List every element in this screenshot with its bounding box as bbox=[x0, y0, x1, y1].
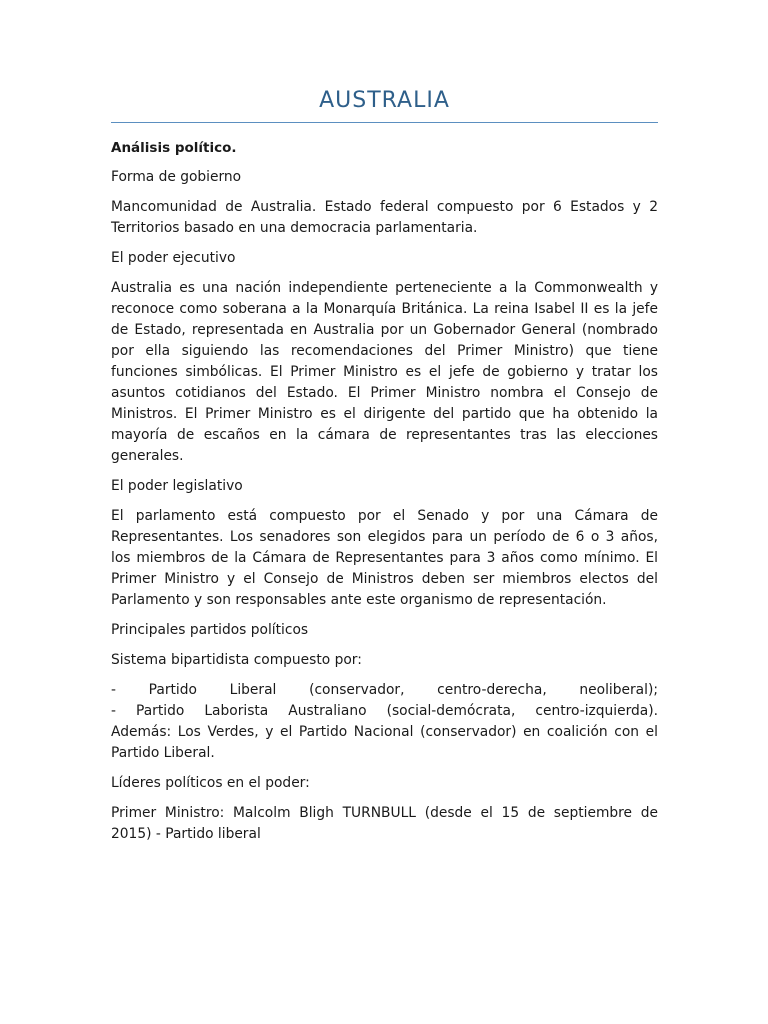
party-item-laborista: - Partido Laborista Australiano (social-demócrata, centro-izquierda). bbox=[111, 703, 658, 719]
party-item-liberal: - Partido Liberal (conservador, centro-derecha, neoliberal); bbox=[111, 682, 658, 698]
party-item-ademas: Además: Los Verdes, y el Partido Nacional (conservador) en coalición con el Partido Liberal. bbox=[111, 724, 658, 761]
document-title: AUSTRALIA bbox=[319, 88, 450, 113]
heading-forma-de-gobierno: Forma de gobierno bbox=[111, 169, 242, 185]
parties-list bbox=[111, 680, 658, 764]
paragraph-forma-de-gobierno: Mancomunidad de Australia. Estado federal compuesto por 6 Estados y 2 Territorios basado en una democracia parlamentaria. bbox=[111, 199, 658, 236]
title-underline-divider bbox=[111, 122, 658, 123]
paragraph-poder-ejecutivo: Australia es una nación independiente perteneciente a la Commonwealth y reconoce como soberana a la Monarquía Británica. La reina Isabel II es la jefe de Estado, representada en Australia por un Gobernador General (nombrado por ella siguiendo las recomendaciones del Primer Ministro) que tiene funciones simbólicas. El Primer Ministro es el jefe de gobierno y tratar los asuntos cotidianos del Estado. El Primer Ministro nombra el Consejo de Ministros. El Primer Ministro es el dirigente del partido que ha obtenido la mayoría de escaños en la cámara de representantes tras las elecciones generales. bbox=[111, 280, 658, 464]
heading-lideres-politicos: Líderes políticos en el poder: bbox=[111, 775, 310, 791]
paragraph-poder-legislativo: El parlamento está compuesto por el Senado y por una Cámara de Representantes. Los senadores son elegidos para un período de 6 o 3 años, los miembros de la Cámara de Representantes para 3 años como mínimo. El Primer Ministro y el Consejo de Ministros deben ser miembros electos del Parlamento y son responsables ante este organismo de representación. bbox=[111, 508, 658, 608]
paragraph-primer-ministro: Primer Ministro: Malcolm Bligh TURNBULL (desde el 15 de septiembre de 2015) - Partido liberal bbox=[111, 805, 658, 842]
heading-partidos-politicos: Principales partidos políticos bbox=[111, 622, 309, 638]
section-subheading: Análisis político. bbox=[111, 140, 237, 156]
paragraph-sistema-bipartidista: Sistema bipartidista compuesto por: bbox=[111, 652, 362, 668]
heading-poder-legislativo: El poder legislativo bbox=[111, 478, 243, 494]
heading-poder-ejecutivo: El poder ejecutivo bbox=[111, 250, 236, 266]
document-page bbox=[111, 86, 658, 845]
